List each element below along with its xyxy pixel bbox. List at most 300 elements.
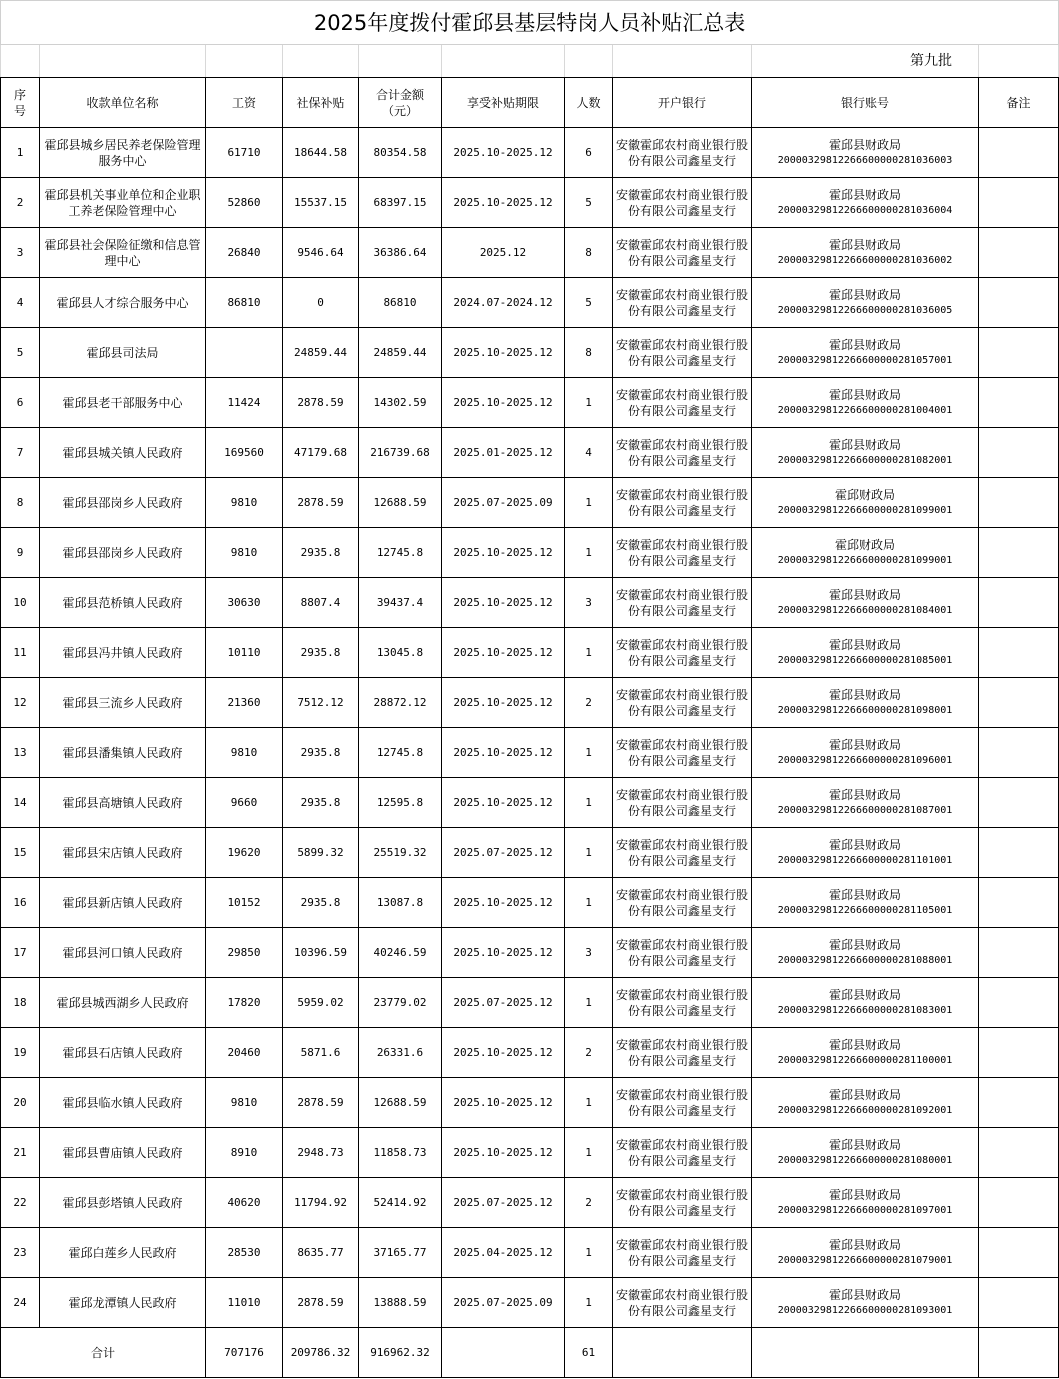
table-row <box>1 1078 1059 1128</box>
cell-seq: 18 <box>1 978 40 1028</box>
cell-remark <box>979 378 1059 428</box>
cell-total: 80354.58 <box>359 128 442 178</box>
cell-seq: 8 <box>1 478 40 528</box>
cell-count: 1 <box>565 778 613 828</box>
account-number: 20000329812266600000281036005 <box>777 304 953 316</box>
account-number: 20000329812266600000281100001 <box>777 1054 953 1066</box>
cell-total: 12745.8 <box>359 728 442 778</box>
cell-remark <box>979 628 1059 678</box>
cell-seq: 13 <box>1 728 40 778</box>
account-number: 20000329812266600000281101001 <box>777 854 953 866</box>
cell-seq: 11 <box>1 628 40 678</box>
batch-label: 第九批 <box>752 45 979 78</box>
header-seq: 序号 <box>1 78 40 128</box>
cell-period: 2025.10-2025.12 <box>442 528 565 578</box>
account-name: 霍邱县财政局 <box>828 787 901 802</box>
cell-unit: 霍邱县宋店镇人民政府 <box>40 828 206 878</box>
cell-unit: 霍邱县机关事业单位和企业职工养老保险管理中心 <box>40 178 206 228</box>
cell-unit: 霍邱县新店镇人民政府 <box>40 878 206 928</box>
account-number: 20000329812266600000281096001 <box>777 754 953 766</box>
cell-period: 2025.10-2025.12 <box>442 1028 565 1078</box>
cell-count: 1 <box>565 628 613 678</box>
totals-salary: 707176 <box>206 1328 283 1378</box>
cell-social: 2878.59 <box>283 478 359 528</box>
totals-bank <box>613 1328 752 1378</box>
table-row <box>1 978 1059 1028</box>
cell-remark <box>979 1228 1059 1278</box>
cell-remark <box>979 1178 1059 1228</box>
cell-total: 40246.59 <box>359 928 442 978</box>
totals-remark <box>979 1328 1059 1378</box>
cell-period: 2025.07-2025.09 <box>442 1278 565 1328</box>
cell-bank: 安徽霍邱农村商业银行股份有限公司鑫星支行 <box>613 878 752 928</box>
cell-count: 8 <box>565 228 613 278</box>
cell-period: 2025.10-2025.12 <box>442 1128 565 1178</box>
table-row <box>1 378 1059 428</box>
table-row <box>1 728 1059 778</box>
cell-remark <box>979 278 1059 328</box>
cell-count: 8 <box>565 328 613 378</box>
account-number: 20000329812266600000281036003 <box>777 154 953 166</box>
cell-social: 8635.77 <box>283 1228 359 1278</box>
cell-social: 10396.59 <box>283 928 359 978</box>
cell-salary: 19620 <box>206 828 283 878</box>
account-name: 霍邱县财政局 <box>828 337 901 352</box>
cell-count: 1 <box>565 1078 613 1128</box>
cell-count: 5 <box>565 278 613 328</box>
cell-seq: 4 <box>1 278 40 328</box>
cell-remark <box>979 978 1059 1028</box>
cell-total: 12688.59 <box>359 1078 442 1128</box>
totals-total: 916962.32 <box>359 1328 442 1378</box>
cell-bank: 安徽霍邱农村商业银行股份有限公司鑫星支行 <box>613 728 752 778</box>
account-number: 20000329812266600000281036002 <box>777 254 953 266</box>
cell-remark <box>979 578 1059 628</box>
cell-unit: 霍邱县老干部服务中心 <box>40 378 206 428</box>
cell-remark <box>979 678 1059 728</box>
cell-total: 12595.8 <box>359 778 442 828</box>
cell-remark <box>979 728 1059 778</box>
table-row <box>1 828 1059 878</box>
cell-unit: 霍邱县三流乡人民政府 <box>40 678 206 728</box>
cell-count: 2 <box>565 1178 613 1228</box>
cell-seq: 22 <box>1 1178 40 1228</box>
cell-seq: 9 <box>1 528 40 578</box>
cell-period: 2025.10-2025.12 <box>442 328 565 378</box>
cell-unit: 霍邱县曹庙镇人民政府 <box>40 1128 206 1178</box>
header-unit: 收款单位名称 <box>40 78 206 128</box>
cell-count: 1 <box>565 528 613 578</box>
cell-social: 2935.8 <box>283 628 359 678</box>
account-name: 霍邱县财政局 <box>828 437 901 452</box>
table-row <box>1 178 1059 228</box>
cell-total: 52414.92 <box>359 1178 442 1228</box>
cell-count: 1 <box>565 1278 613 1328</box>
account-name: 霍邱县财政局 <box>828 687 901 702</box>
header-remark: 备注 <box>979 78 1059 128</box>
account-number: 20000329812266600000281105001 <box>777 904 953 916</box>
cell-count: 1 <box>565 728 613 778</box>
header-salary: 工资 <box>206 78 283 128</box>
cell-salary: 9810 <box>206 478 283 528</box>
cell-count: 2 <box>565 678 613 728</box>
totals-row <box>1 1328 1059 1378</box>
cell-period: 2025.10-2025.12 <box>442 578 565 628</box>
cell-account <box>752 878 979 928</box>
account-name: 霍邱县财政局 <box>828 137 901 152</box>
table-row <box>1 528 1059 578</box>
account-name: 霍邱县财政局 <box>828 387 901 402</box>
cell-period: 2024.07-2024.12 <box>442 278 565 328</box>
table-row <box>1 678 1059 728</box>
cell-seq: 16 <box>1 878 40 928</box>
cell-count: 4 <box>565 428 613 478</box>
cell-salary: 28530 <box>206 1228 283 1278</box>
cell-seq: 23 <box>1 1228 40 1278</box>
account-name: 霍邱县财政局 <box>828 1137 901 1152</box>
header-social: 社保补贴 <box>283 78 359 128</box>
account-name: 霍邱县财政局 <box>828 587 901 602</box>
cell-total: 216739.68 <box>359 428 442 478</box>
cell-unit: 霍邱县社会保险征缴和信息管理中心 <box>40 228 206 278</box>
cell-period: 2025.10-2025.12 <box>442 1078 565 1128</box>
table-row <box>1 228 1059 278</box>
table-row <box>1 428 1059 478</box>
cell-social: 9546.64 <box>283 228 359 278</box>
account-name: 霍邱县财政局 <box>828 187 901 202</box>
account-name: 霍邱县财政局 <box>828 1037 901 1052</box>
cell-unit: 霍邱县石店镇人民政府 <box>40 1028 206 1078</box>
cell-social: 2948.73 <box>283 1128 359 1178</box>
cell-unit: 霍邱县邵岗乡人民政府 <box>40 528 206 578</box>
cell-bank: 安徽霍邱农村商业银行股份有限公司鑫星支行 <box>613 1078 752 1128</box>
cell-count: 6 <box>565 128 613 178</box>
cell-remark <box>979 778 1059 828</box>
account-name: 霍邱县财政局 <box>828 837 901 852</box>
header-bank: 开户银行 <box>613 78 752 128</box>
cell-bank: 安徽霍邱农村商业银行股份有限公司鑫星支行 <box>613 478 752 528</box>
cell-bank: 安徽霍邱农村商业银行股份有限公司鑫星支行 <box>613 428 752 478</box>
account-number: 20000329812266600000281099001 <box>777 554 953 566</box>
table-row <box>1 278 1059 328</box>
table-row <box>1 578 1059 628</box>
cell-account <box>752 178 979 228</box>
cell-period: 2025.10-2025.12 <box>442 678 565 728</box>
cell-account <box>752 428 979 478</box>
cell-bank: 安徽霍邱农村商业银行股份有限公司鑫星支行 <box>613 578 752 628</box>
cell-total: 28872.12 <box>359 678 442 728</box>
cell-total: 13888.59 <box>359 1278 442 1328</box>
cell-social: 2878.59 <box>283 1278 359 1328</box>
table-row <box>1 1278 1059 1328</box>
cell-total: 25519.32 <box>359 828 442 878</box>
account-name: 霍邱县财政局 <box>828 1087 901 1102</box>
cell-remark <box>979 928 1059 978</box>
cell-bank: 安徽霍邱农村商业银行股份有限公司鑫星支行 <box>613 378 752 428</box>
cell-period: 2025.07-2025.09 <box>442 478 565 528</box>
cell-social: 24859.44 <box>283 328 359 378</box>
account-name: 霍邱县财政局 <box>828 237 901 252</box>
cell-count: 1 <box>565 1228 613 1278</box>
cell-salary: 9660 <box>206 778 283 828</box>
cell-remark <box>979 1028 1059 1078</box>
cell-total: 24859.44 <box>359 328 442 378</box>
cell-bank: 安徽霍邱农村商业银行股份有限公司鑫星支行 <box>613 328 752 378</box>
cell-count: 3 <box>565 578 613 628</box>
cell-total: 13045.8 <box>359 628 442 678</box>
cell-bank: 安徽霍邱农村商业银行股份有限公司鑫星支行 <box>613 828 752 878</box>
cell-bank: 安徽霍邱农村商业银行股份有限公司鑫星支行 <box>613 928 752 978</box>
cell-account <box>752 128 979 178</box>
cell-social: 2935.8 <box>283 878 359 928</box>
account-name: 霍邱财政局 <box>834 537 895 552</box>
account-number: 20000329812266600000281082001 <box>777 454 953 466</box>
cell-total: 26331.6 <box>359 1028 442 1078</box>
cell-unit: 霍邱县河口镇人民政府 <box>40 928 206 978</box>
cell-remark <box>979 228 1059 278</box>
cell-total: 12688.59 <box>359 478 442 528</box>
cell-account <box>752 1178 979 1228</box>
cell-bank: 安徽霍邱农村商业银行股份有限公司鑫星支行 <box>613 1178 752 1228</box>
page-title: 2025年度拨付霍邱县基层特岗人员补贴汇总表 <box>1 1 1059 45</box>
account-number: 20000329812266600000281057001 <box>777 354 953 366</box>
account-number: 20000329812266600000281087001 <box>777 804 953 816</box>
totals-social: 209786.32 <box>283 1328 359 1378</box>
cell-remark <box>979 178 1059 228</box>
cell-bank: 安徽霍邱农村商业银行股份有限公司鑫星支行 <box>613 278 752 328</box>
cell-account <box>752 528 979 578</box>
cell-social: 2878.59 <box>283 1078 359 1128</box>
cell-total: 86810 <box>359 278 442 328</box>
table-row <box>1 878 1059 928</box>
cell-salary: 17820 <box>206 978 283 1028</box>
cell-unit: 霍邱县临水镇人民政府 <box>40 1078 206 1128</box>
cell-account <box>752 928 979 978</box>
cell-account <box>752 1228 979 1278</box>
cell-total: 23779.02 <box>359 978 442 1028</box>
cell-account <box>752 1028 979 1078</box>
cell-count: 1 <box>565 1128 613 1178</box>
account-number: 20000329812266600000281084001 <box>777 604 953 616</box>
totals-count: 61 <box>565 1328 613 1378</box>
cell-count: 1 <box>565 978 613 1028</box>
cell-seq: 6 <box>1 378 40 428</box>
cell-seq: 20 <box>1 1078 40 1128</box>
cell-account <box>752 978 979 1028</box>
cell-seq: 19 <box>1 1028 40 1078</box>
cell-salary: 10110 <box>206 628 283 678</box>
totals-period <box>442 1328 565 1378</box>
cell-salary: 30630 <box>206 578 283 628</box>
cell-remark <box>979 478 1059 528</box>
cell-period: 2025.10-2025.12 <box>442 728 565 778</box>
totals-account <box>752 1328 979 1378</box>
header-row <box>1 78 1059 128</box>
account-name: 霍邱县财政局 <box>828 1187 901 1202</box>
cell-total: 68397.15 <box>359 178 442 228</box>
account-name: 霍邱县财政局 <box>828 1237 901 1252</box>
cell-period: 2025.01-2025.12 <box>442 428 565 478</box>
cell-bank: 安徽霍邱农村商业银行股份有限公司鑫星支行 <box>613 1228 752 1278</box>
account-name: 霍邱县财政局 <box>828 937 901 952</box>
cell-remark <box>979 128 1059 178</box>
cell-account <box>752 1278 979 1328</box>
account-number: 20000329812266600000281097001 <box>777 1204 953 1216</box>
account-name: 霍邱县财政局 <box>828 1287 901 1302</box>
cell-salary: 8910 <box>206 1128 283 1178</box>
cell-unit: 霍邱县冯井镇人民政府 <box>40 628 206 678</box>
cell-remark <box>979 1078 1059 1128</box>
cell-salary: 11424 <box>206 378 283 428</box>
table-row <box>1 928 1059 978</box>
cell-salary: 9810 <box>206 1078 283 1128</box>
account-number: 20000329812266600000281079001 <box>777 1254 953 1266</box>
cell-count: 1 <box>565 878 613 928</box>
cell-salary: 40620 <box>206 1178 283 1228</box>
table-row <box>1 1228 1059 1278</box>
cell-period: 2025.10-2025.12 <box>442 928 565 978</box>
cell-seq: 12 <box>1 678 40 728</box>
account-name: 霍邱县财政局 <box>828 887 901 902</box>
account-number: 20000329812266600000281036004 <box>777 204 953 216</box>
cell-remark <box>979 1278 1059 1328</box>
cell-account <box>752 378 979 428</box>
cell-seq: 24 <box>1 1278 40 1328</box>
cell-remark <box>979 528 1059 578</box>
cell-bank: 安徽霍邱农村商业银行股份有限公司鑫星支行 <box>613 228 752 278</box>
cell-period: 2025.07-2025.12 <box>442 978 565 1028</box>
cell-unit: 霍邱县城关镇人民政府 <box>40 428 206 478</box>
cell-social: 0 <box>283 278 359 328</box>
cell-social: 7512.12 <box>283 678 359 728</box>
cell-social: 5871.6 <box>283 1028 359 1078</box>
cell-account <box>752 228 979 278</box>
cell-salary: 61710 <box>206 128 283 178</box>
cell-total: 39437.4 <box>359 578 442 628</box>
cell-social: 2878.59 <box>283 378 359 428</box>
header-account: 银行账号 <box>752 78 979 128</box>
cell-bank: 安徽霍邱农村商业银行股份有限公司鑫星支行 <box>613 978 752 1028</box>
cell-seq: 5 <box>1 328 40 378</box>
table-row <box>1 1128 1059 1178</box>
account-name: 霍邱县财政局 <box>828 637 901 652</box>
cell-account <box>752 678 979 728</box>
cell-total: 13087.8 <box>359 878 442 928</box>
cell-account <box>752 328 979 378</box>
header-total-line2: （元） <box>381 103 418 118</box>
cell-total: 36386.64 <box>359 228 442 278</box>
table-row <box>1 628 1059 678</box>
cell-bank: 安徽霍邱农村商业银行股份有限公司鑫星支行 <box>613 1028 752 1078</box>
account-number: 20000329812266600000281099001 <box>777 504 953 516</box>
totals-label: 合计 <box>1 1328 206 1378</box>
account-number: 20000329812266600000281098001 <box>777 704 953 716</box>
cell-count: 3 <box>565 928 613 978</box>
cell-account <box>752 478 979 528</box>
cell-salary: 10152 <box>206 878 283 928</box>
cell-period: 2025.10-2025.12 <box>442 378 565 428</box>
cell-social: 18644.58 <box>283 128 359 178</box>
cell-social: 8807.4 <box>283 578 359 628</box>
account-name: 霍邱县财政局 <box>828 987 901 1002</box>
account-number: 20000329812266600000281092001 <box>777 1104 953 1116</box>
cell-period: 2025.07-2025.12 <box>442 1178 565 1228</box>
cell-unit: 霍邱县城西湖乡人民政府 <box>40 978 206 1028</box>
cell-period: 2025.07-2025.12 <box>442 828 565 878</box>
header-count: 人数 <box>565 78 613 128</box>
cell-social: 15537.15 <box>283 178 359 228</box>
cell-account <box>752 1128 979 1178</box>
cell-unit: 霍邱县人才综合服务中心 <box>40 278 206 328</box>
cell-social: 5959.02 <box>283 978 359 1028</box>
cell-unit: 霍邱县范桥镇人民政府 <box>40 578 206 628</box>
cell-salary: 29850 <box>206 928 283 978</box>
cell-count: 1 <box>565 478 613 528</box>
cell-seq: 14 <box>1 778 40 828</box>
cell-count: 5 <box>565 178 613 228</box>
cell-account <box>752 778 979 828</box>
cell-unit: 霍邱白莲乡人民政府 <box>40 1228 206 1278</box>
cell-count: 1 <box>565 828 613 878</box>
cell-account <box>752 628 979 678</box>
table-row <box>1 1178 1059 1228</box>
account-number: 20000329812266600000281004001 <box>777 404 953 416</box>
cell-period: 2025.10-2025.12 <box>442 628 565 678</box>
cell-salary: 20460 <box>206 1028 283 1078</box>
account-number: 20000329812266600000281085001 <box>777 654 953 666</box>
account-number: 20000329812266600000281093001 <box>777 1304 953 1316</box>
cell-bank: 安徽霍邱农村商业银行股份有限公司鑫星支行 <box>613 1278 752 1328</box>
cell-period: 2025.10-2025.12 <box>442 878 565 928</box>
cell-seq: 1 <box>1 128 40 178</box>
cell-account <box>752 728 979 778</box>
account-number: 20000329812266600000281080001 <box>777 1154 953 1166</box>
cell-account <box>752 828 979 878</box>
cell-salary: 11010 <box>206 1278 283 1328</box>
cell-period: 2025.10-2025.12 <box>442 778 565 828</box>
table-row <box>1 1028 1059 1078</box>
cell-seq: 7 <box>1 428 40 478</box>
account-name: 霍邱县财政局 <box>828 737 901 752</box>
table-row <box>1 128 1059 178</box>
header-period: 享受补贴期限 <box>442 78 565 128</box>
cell-remark <box>979 828 1059 878</box>
cell-unit: 霍邱县彭塔镇人民政府 <box>40 1178 206 1228</box>
cell-unit: 霍邱县城乡居民养老保险管理服务中心 <box>40 128 206 178</box>
cell-unit: 霍邱县邵岗乡人民政府 <box>40 478 206 528</box>
cell-seq: 15 <box>1 828 40 878</box>
cell-social: 11794.92 <box>283 1178 359 1228</box>
cell-count: 1 <box>565 378 613 428</box>
table-row <box>1 778 1059 828</box>
cell-account <box>752 278 979 328</box>
cell-remark <box>979 1128 1059 1178</box>
cell-salary <box>206 328 283 378</box>
cell-count: 2 <box>565 1028 613 1078</box>
cell-unit: 霍邱龙潭镇人民政府 <box>40 1278 206 1328</box>
cell-salary: 169560 <box>206 428 283 478</box>
cell-social: 2935.8 <box>283 778 359 828</box>
cell-seq: 21 <box>1 1128 40 1178</box>
cell-seq: 3 <box>1 228 40 278</box>
cell-salary: 52860 <box>206 178 283 228</box>
cell-bank: 安徽霍邱农村商业银行股份有限公司鑫星支行 <box>613 1128 752 1178</box>
cell-unit: 霍邱县司法局 <box>40 328 206 378</box>
account-number: 20000329812266600000281088001 <box>777 954 953 966</box>
account-name: 霍邱县财政局 <box>828 287 901 302</box>
cell-bank: 安徽霍邱农村商业银行股份有限公司鑫星支行 <box>613 528 752 578</box>
cell-period: 2025.04-2025.12 <box>442 1228 565 1278</box>
